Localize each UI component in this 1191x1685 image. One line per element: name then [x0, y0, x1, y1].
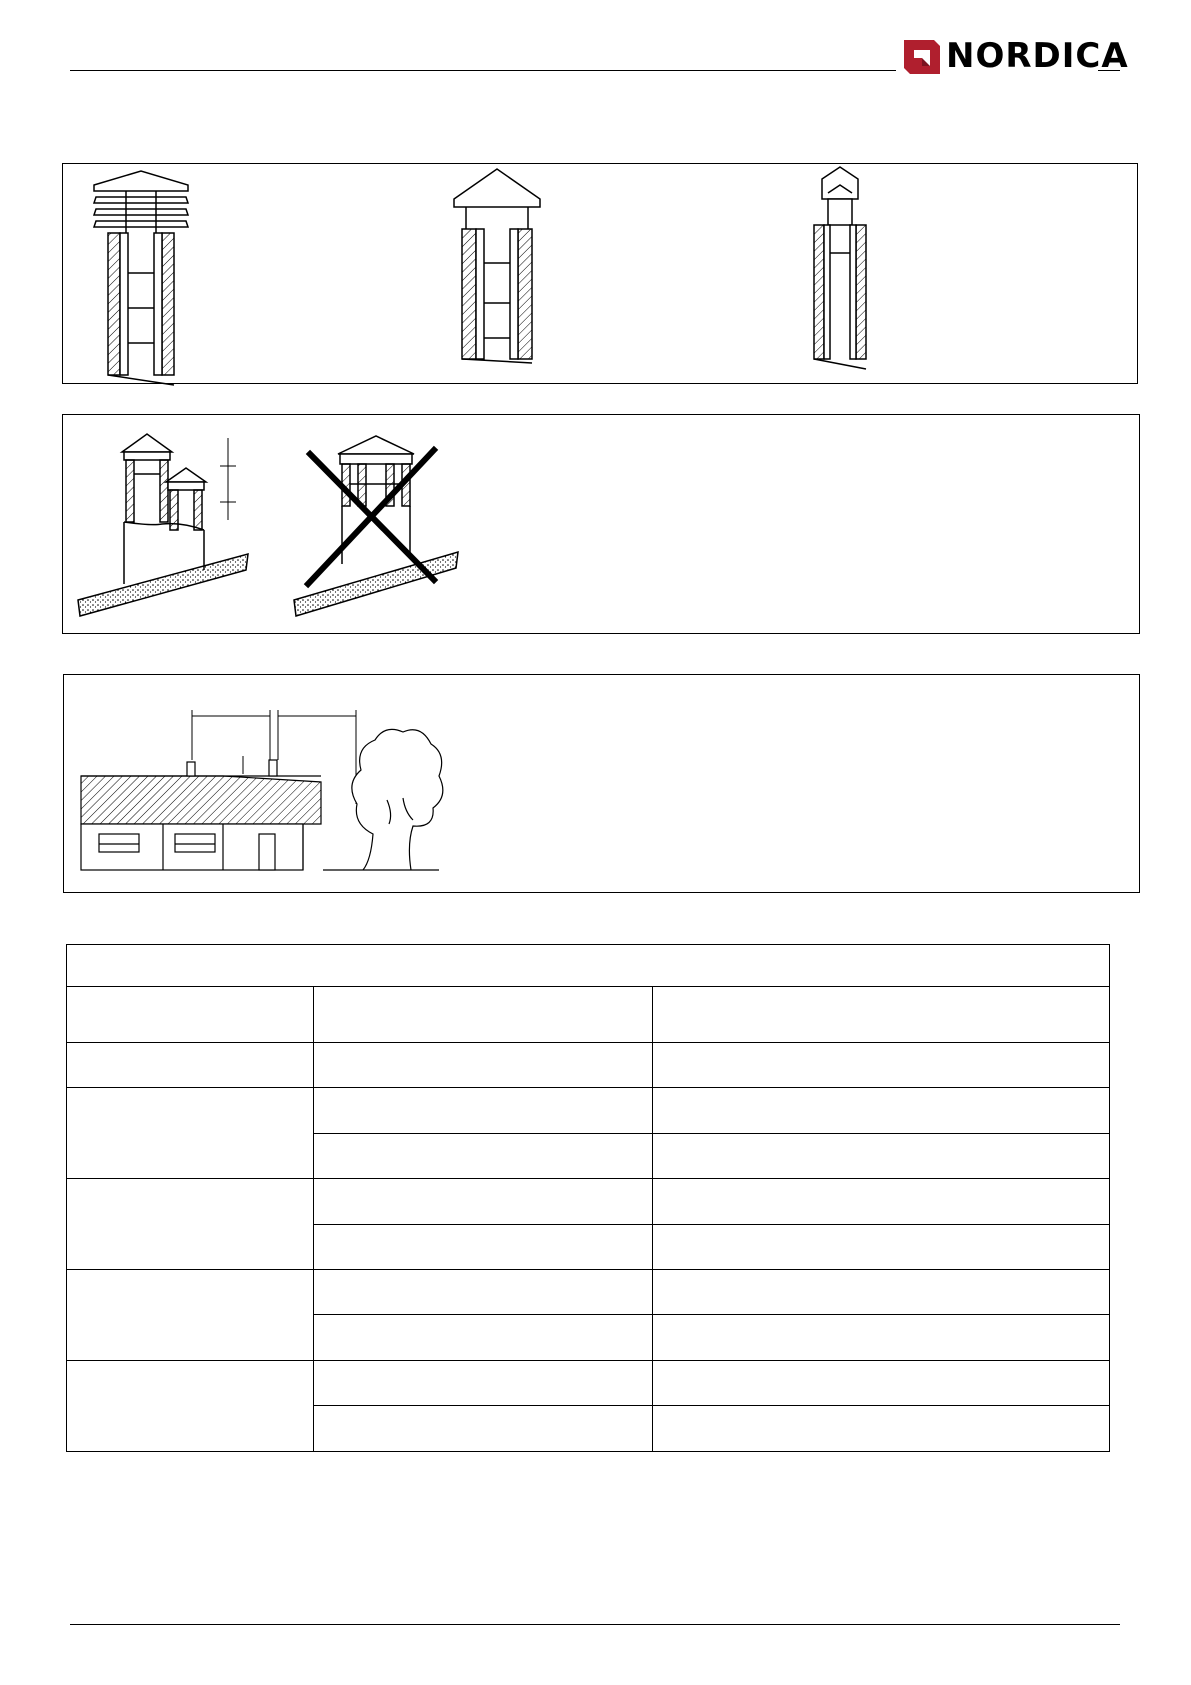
table-cell [67, 1088, 314, 1179]
table-title [67, 945, 1110, 987]
table-cell [314, 1225, 653, 1270]
chimney-cowls-drawing [62, 163, 1138, 384]
tree-icon [323, 710, 443, 870]
table-cell [653, 1361, 1110, 1406]
table-cell [653, 1088, 1110, 1134]
house-icon [81, 710, 356, 870]
table-cell [653, 1225, 1110, 1270]
cowl-cap-icon [814, 167, 866, 369]
table-cell [653, 1406, 1110, 1452]
incorrect-arrangement-icon [294, 436, 458, 616]
table-cell [653, 1315, 1110, 1361]
data-table [66, 944, 1110, 1452]
brand-name: NORDICA [946, 36, 1129, 76]
table-row [67, 1043, 1110, 1088]
table-header-cell [67, 987, 314, 1043]
table-cell [314, 1179, 653, 1225]
table-row [67, 1270, 1110, 1315]
brand-logo [900, 34, 1129, 80]
table-cell [314, 1270, 653, 1315]
table-cell [314, 1315, 653, 1361]
table-header-cell [314, 987, 653, 1043]
table-cell [314, 1088, 653, 1134]
table-cell [67, 1361, 314, 1452]
footer-rule [70, 1624, 1120, 1625]
table-header-cell [653, 987, 1110, 1043]
correct-arrangement-icon [78, 434, 248, 616]
table-cell [653, 1134, 1110, 1179]
table-row [67, 1361, 1110, 1406]
table-cell [67, 1270, 314, 1361]
cowl-pitched-icon [454, 169, 540, 363]
table-cell [67, 1043, 314, 1088]
table-row [67, 1179, 1110, 1225]
table-cell [653, 1179, 1110, 1225]
table-cell [314, 1134, 653, 1179]
table-cell [653, 1043, 1110, 1088]
table-cell [653, 1270, 1110, 1315]
header-rule [70, 70, 896, 71]
table-cell [67, 1179, 314, 1270]
table-cell [314, 1406, 653, 1452]
adjacent-chimneys-drawing [62, 414, 1140, 634]
brand-mark-icon [900, 34, 944, 78]
table-row [67, 1088, 1110, 1134]
house-distances-drawing [63, 674, 1140, 893]
table-cell [314, 1043, 653, 1088]
table-cell [314, 1361, 653, 1406]
cowl-louvered-icon [94, 171, 188, 385]
